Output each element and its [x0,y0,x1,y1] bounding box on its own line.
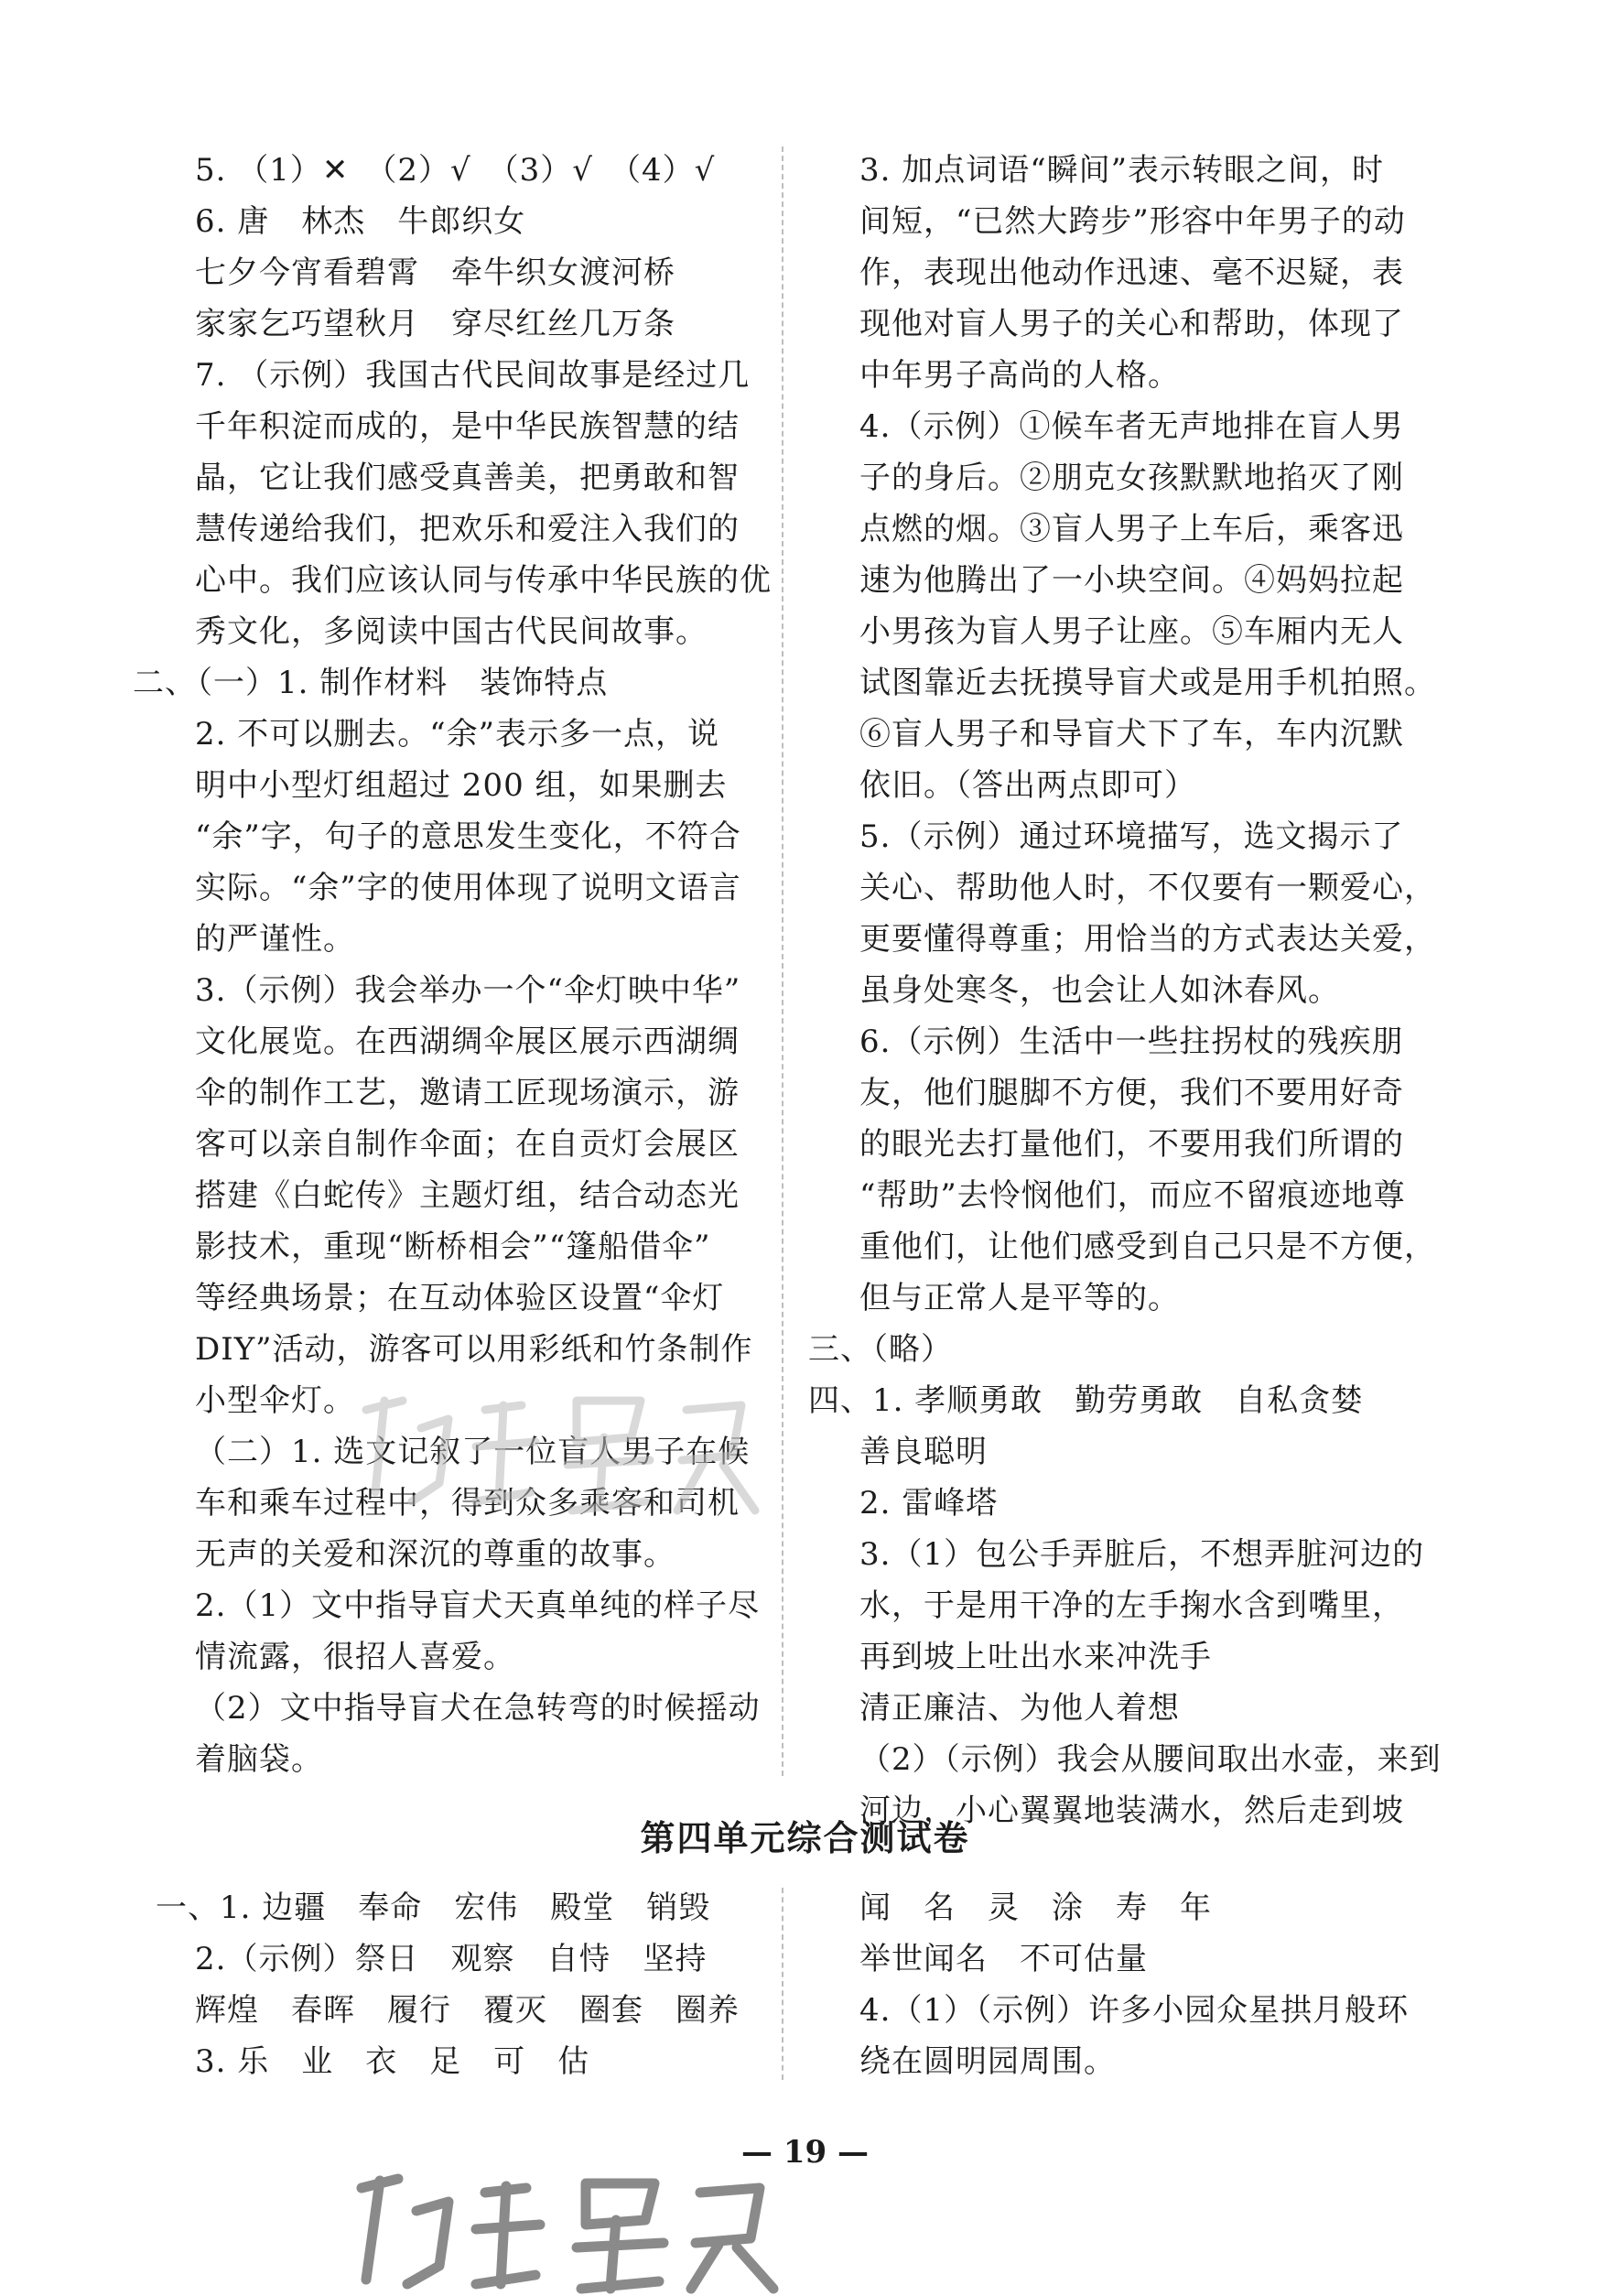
text-line: “帮助”去怜悯他们，而应不留痕迹地尊 [859,1177,1406,1214]
text-line: 明中小型灯组超过 200 组，如果删去 [195,767,728,804]
text-line: 6. 唐 林杰 牛郎织女 [195,203,526,240]
text-line: 举世闻名 不可估量 [859,1941,1148,1977]
text-line: （2）（示例）我会从腰间取出水壶，来到 [859,1741,1442,1778]
text-line: 关心、帮助他人时，不仅要有一颗爱心， [859,870,1436,906]
text-line: 2. 雷峰塔 [859,1485,999,1522]
text-line: 3.（示例）我会举办一个“伞灯映中华” [195,972,741,1009]
text-line: 车和乘车过程中，得到众多乘客和司机 [195,1485,740,1522]
text-line: 七夕今宵看碧霄 牵牛织女渡河桥 [195,255,675,291]
text-line: 等经典场景；在互动体验区设置“伞灯 [195,1280,725,1316]
text-line: 再到坡上吐出水来冲洗手 [859,1639,1212,1675]
text-line: 着脑袋。 [195,1741,323,1778]
text-line: 影技术，重现“断桥相会”“篷船借伞” [195,1229,711,1265]
text-line: 的严谨性。 [195,921,355,958]
section-heading-two: 二、（一）1. 制作材料 装饰特点 [133,665,609,701]
text-line: 善良聪明 [859,1434,988,1470]
watermark-logo [325,2161,801,2296]
text-line: 千年积淀而成的，是中华民族智慧的结 [195,408,740,445]
text-line: 5. （1）✕ （2）√ （3）√ （4）√ [195,152,716,189]
text-line: 虽身处寒冬，也会让人如沐春风。 [859,972,1340,1009]
text-line: 友，他们腿脚不方便，我们不要用好奇 [859,1075,1404,1111]
text-line: ⑥盲人男子和导盲犬下了车，车内沉默 [859,716,1404,753]
text-line: 伞的制作工艺，邀请工匠现场演示，游 [195,1075,740,1111]
text-line: 4.（1）（示例）许多小园众星拱月般环 [859,1992,1410,2029]
text-line: 无声的关爱和深沉的尊重的故事。 [195,1536,675,1573]
text-line: 更要懂得尊重；用恰当的方式表达关爱， [859,921,1436,958]
text-line: 点燃的烟。③盲人男子上车后，乘客迅 [859,511,1404,547]
text-line: 3. 乐 业 衣 足 可 估 [195,2043,590,2080]
text-line: 4.（示例）①候车者无声地排在盲人男 [859,408,1404,445]
section-heading-four: 四、1. 孝顺勇敢 勤劳勇敢 自私贪婪 [808,1382,1364,1419]
text-line: 小男孩为盲人男子让座。⑤车厢内无人 [859,613,1404,650]
text-line: DIY”活动，游客可以用彩纸和竹条制作 [195,1331,753,1368]
text-line: 中年男子高尚的人格。 [859,357,1180,394]
text-line: 重他们，让他们感受到自己只是不方便， [859,1229,1436,1265]
text-line: （2）文中指导盲犬在急转弯的时候摇动 [195,1690,761,1727]
page-number: — 19 — [741,2134,869,2171]
text-line: 晶，它让我们感受真善美，把勇敢和智 [195,460,740,496]
text-line: 客可以亲自制作伞面；在自贡灯会展区 [195,1126,740,1163]
text-line: 7. （示例）我国古代民间故事是经过几 [195,357,751,394]
column-divider-bottom [782,1888,783,2080]
text-line: 现他对盲人男子的关心和帮助，体现了 [859,306,1404,342]
text-line: 河边，小心翼翼地装满水，然后走到坡 [859,1792,1404,1829]
text-line: 子的身后。②朋克女孩默默地掐灭了刚 [859,460,1404,496]
text-line: 依旧。（答出两点即可） [859,767,1196,804]
text-line: 实际。“余”字的使用体现了说明文语言 [195,870,741,906]
text-line: 秀文化，多阅读中国古代民间故事。 [195,613,708,650]
text-line: 2.（1）文中指导盲犬天真单纯的样子尽 [195,1587,761,1624]
text-line: 清正廉洁、为他人着想 [859,1690,1180,1727]
text-line: 的眼光去打量他们，不要用我们所谓的 [859,1126,1404,1163]
text-line: 情流露，很招人喜爱。 [195,1639,515,1675]
text-line: 水，于是用干净的左手掬水含到嘴里， [859,1587,1404,1624]
text-line: 辉煌 春晖 履行 覆灭 圈套 圈养 [195,1992,740,2029]
watermark-logo-faint [339,1373,778,1520]
text-line: 6.（示例）生活中一些拄拐杖的残疾朋 [859,1023,1404,1060]
text-line: 速为他腾出了一小块空间。④妈妈拉起 [859,562,1404,599]
section-title: 第四单元综合测试卷 [640,1817,970,1858]
text-line: 3. 加点词语“瞬间”表示转眼之间，时 [859,152,1385,189]
text-line: 心中。我们应该认同与传承中华民族的优 [195,562,772,599]
text-line: 2.（示例）祭日 观察 自恃 坚持 [195,1941,708,1977]
column-divider [782,146,783,1776]
section-heading-one: 一、1. 边疆 奉命 宏伟 殿堂 销毁 [156,1890,711,1926]
text-line: 作，表现出他动作迅速、毫不迟疑，表 [859,255,1404,291]
text-line: 3.（1）包公手弄脏后，不想弄脏河边的 [859,1536,1425,1573]
text-line: 慧传递给我们，把欢乐和爱注入我们的 [195,511,740,547]
text-line: 文化展览。在西湖绸伞展区展示西湖绸 [195,1023,740,1060]
text-line: 闻 名 灵 涂 寿 年 [859,1890,1212,1926]
text-line: 绕在圆明园周围。 [859,2043,1116,2080]
text-line: 5.（示例）通过环境描写，选文揭示了 [859,818,1404,855]
text-line: 试图靠近去抚摸导盲犬或是用手机拍照。 [859,665,1436,701]
text-line: 但与正常人是平等的。 [859,1280,1180,1316]
text-line: 间短，“已然大跨步”形容中年男子的动 [859,203,1406,240]
text-line: 搭建《白蛇传》主题灯组，结合动态光 [195,1177,740,1214]
section-heading-three: 三、（略） [808,1331,953,1368]
text-line: 小型伞灯。 [195,1382,355,1419]
text-line: 家家乞巧望秋月 穿尽红丝几万条 [195,306,675,342]
text-line: “余”字，句子的意思发生变化，不符合 [195,818,741,855]
text-line: 2. 不可以删去。“余”表示多一点，说 [195,716,720,753]
text-line: （二）1. 选文记叙了一位盲人男子在候 [195,1434,751,1470]
